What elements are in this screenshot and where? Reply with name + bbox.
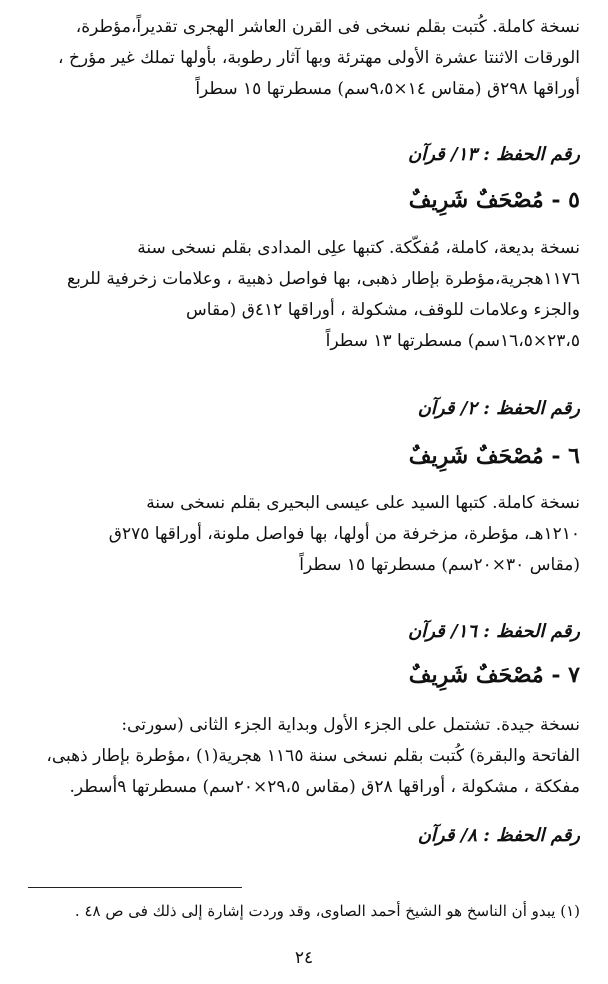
text-line: نسخة كاملة. كتبها السيد على عيسى البحيرى بقلم نسخى سنة xyxy=(146,493,580,513)
document-page xyxy=(28,0,580,984)
footnote: (١) يبدو أن الناسخ هو الشيخ أحمد الصاوى، وقد وردت إشارة إلى ذلك فى ص ٤٨ . xyxy=(74,902,580,920)
text-line: ١١٧٦هجرية،مؤطرة بإطار ذهبى، بها فواصل ذهبية ، وعلامات زخرفية للربع xyxy=(67,269,580,289)
entry-description xyxy=(28,233,580,357)
text-line: (مقاس ٣٠×٢٠سم) مسطرتها ١٥ سطراً xyxy=(299,555,580,575)
shelf-number: رقم الحفظ : ٢/ قرآن xyxy=(417,398,580,419)
page-number: ٢٤ xyxy=(294,948,314,968)
entry-description xyxy=(28,12,580,105)
entry-heading: ٧ - مُصْحَفٌ شَرِيفٌ xyxy=(408,662,580,688)
text-line: الورقات الاثنتا عشرة الأولى مهترئة وبها آثار رطوبة، بأولها تملك غير مؤرخ ، xyxy=(58,48,580,68)
text-line: الفاتحة والبقرة) كُتبت بقلم نسخى سنة ١١٦٥ هجرية(١) ،مؤطرة بإطار ذهبى، xyxy=(46,746,580,766)
entry-heading: ٦ - مُصْحَفٌ شَرِيفٌ xyxy=(408,443,580,469)
footnote-divider xyxy=(28,887,242,888)
text-line: نسخة كاملة. كُتبت بقلم نسخى فى القرن العاشر الهجرى تقديراً،مؤطرة، xyxy=(75,17,580,37)
entry-description xyxy=(28,488,580,581)
text-line: ١٢١٠هـ، مؤطرة، مزخرفة من أولها، بها فواصل ملونة، أوراقها ٢٧٥ق xyxy=(108,524,580,544)
entry-description xyxy=(28,710,580,803)
text-line: والجزء وعلامات للوقف، مشكولة ، أوراقها ٤١٢ق (مقاس xyxy=(186,300,580,320)
shelf-number: رقم الحفظ : ١٦/ قرآن xyxy=(408,621,580,642)
entry-heading: ٥ - مُصْحَفٌ شَرِيفٌ xyxy=(408,187,580,213)
text-line: ٢٣،٥×١٦،٥سم) مسطرتها ١٣ سطراً xyxy=(325,331,580,351)
text-line: مفككة ، مشكولة ، أوراقها ٢٨ق (مقاس ٢٩،٥×٢٠سم) مسطرتها ٩أسطر. xyxy=(69,777,580,797)
text-line: أوراقها ٢٩٨ق (مقاس ١٤×٩،٥سم) مسطرتها ١٥ سطراً xyxy=(195,79,580,99)
text-line: نسخة بديعة، كاملة، مُفكّكة. كتبها علِى المدادى بقلم نسخى سنة xyxy=(137,238,580,258)
shelf-number: رقم الحفظ : ١٣/ قرآن xyxy=(408,144,580,165)
shelf-number: رقم الحفظ : ٨/ قرآن xyxy=(417,825,580,846)
text-line: نسخة جيدة. تشتمل على الجزء الأول وبداية الجزء الثانى (سورتى: xyxy=(121,715,580,735)
